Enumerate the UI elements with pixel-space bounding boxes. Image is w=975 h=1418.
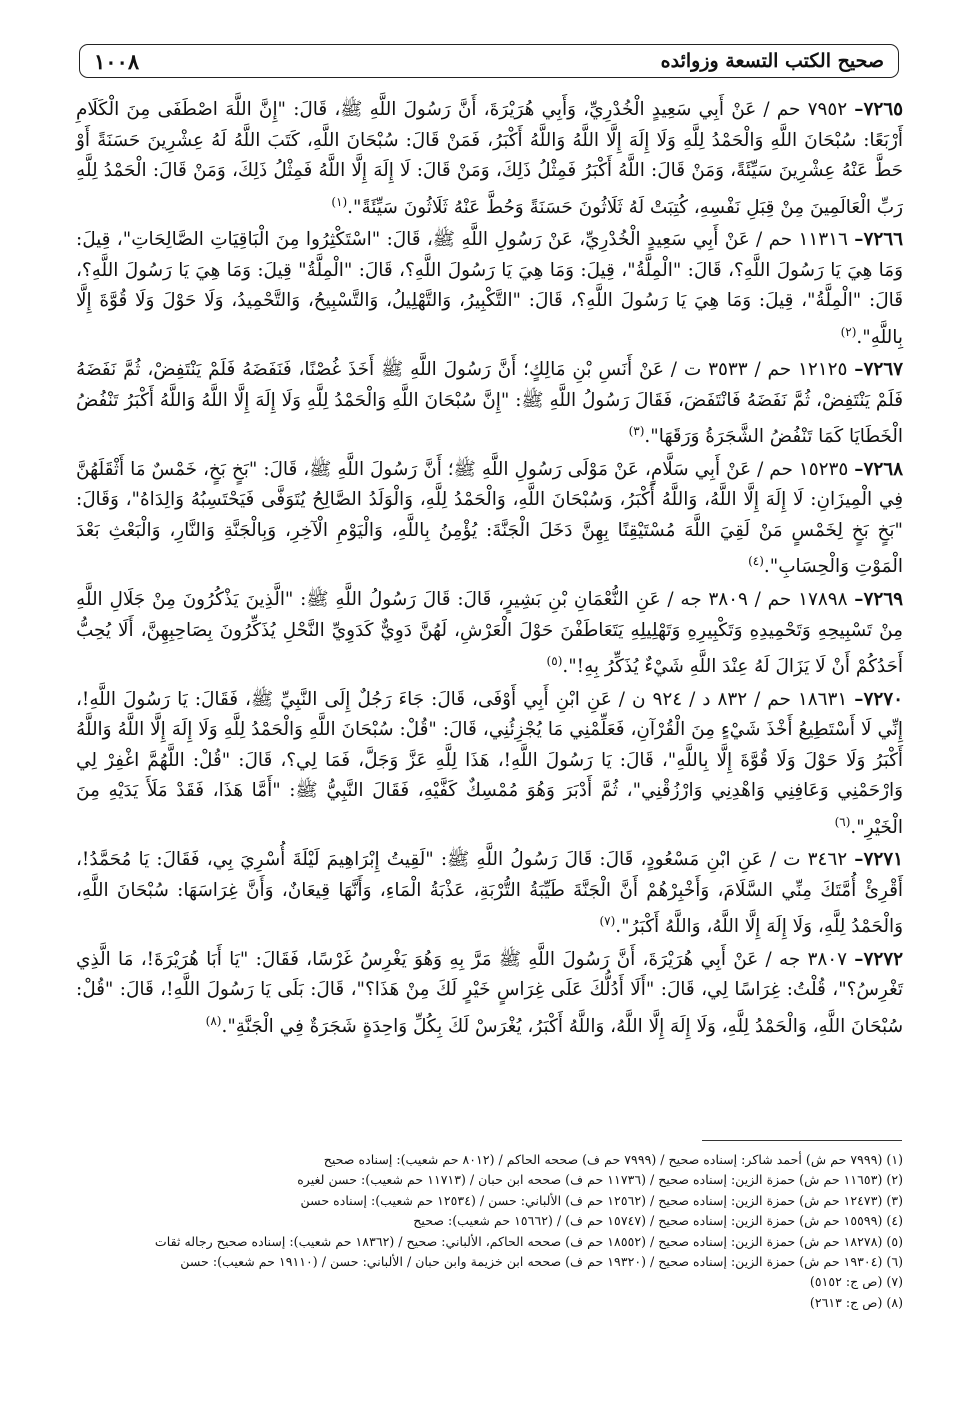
footnote-item: (٨) (ص ج: ٢٦١٣) — [809, 1294, 903, 1310]
hadith-text: ١٢١٢٥ حم / ٣٥٣٣ ت / عَنْ أَنَسِ بْنِ مَالِكٍ؛ أَنَّ رَسُولَ اللَّهِ ﷺ أَخَذَ غُصْنًا، فَنَفَضَهُ فَلَمْ يَنْتَفِضْ، ثُمَّ نَفَضَهُ فَلَمْ يَنْتَفِضْ، ثُمَّ نَفَضَهُ فَانْتَفَضَ، فَقَالَ رَسُولُ اللَّهِ ﷺ: "إِنَّ سُبْحَانَ اللَّهِ وَالْحَمْدُ لِلَّهِ وَلَا إِلَهَ إِلَّا اللَّهُ وَاللَّهُ أَكْبَرُ تَنْفُضُ الْخَطَايَا كَمَا تَنْفُضُ الشَّجَرَةُ وَرَقَهَا". — [76, 359, 903, 448]
hadith-text: ٧٩٥٢ حم / عَنْ أَبِي سَعِيدٍ الْخُدْرِيِّ، وَأَبِي هُرَيْرَةَ، أَنَّ رَسُولَ اللَّهِ ﷺ، قَالَ: "إِنَّ اللَّهَ اصْطَفَى مِنَ الْكَلَامِ أَرْبَعًا: سُبْحَانَ اللَّهِ وَالْحَمْدُ لِلَّهِ وَلَا إِلَهَ إِلَّا اللَّهُ وَاللَّهُ أَكْبَرُ، فَمَنْ قَالَ: سُبْحَانَ اللَّهِ، كَتَبَ اللَّهُ لَهُ عِشْرِينَ حَسَنَةً أَوْ حَطَّ عَنْهُ عِشْرِينَ سَيِّئَةً، وَمَنْ قَالَ: اللَّهُ أَكْبَرُ فَمِثْلُ ذَلِكَ، وَمَنْ قَالَ: لَا إِلَهَ إِلَّا اللَّهُ فَمِثْلُ ذَلِكَ، وَمَنْ قَالَ: الْحَمْدُ لِلَّهِ رَبِّ الْعَالَمِينَ مِنْ قِبَلِ نَفْسِهِ، كُتِبَتْ لَهُ ثَلَاثُونَ حَسَنَةً وَحُطَّ عَنْهُ ثَلَاثُونَ سَيِّئَةً". — [76, 99, 903, 218]
hadith-number: ٧٢٦٦– — [854, 229, 903, 251]
footnote-ref[interactable]: (٥) — [546, 654, 563, 668]
hadith-number: ٧٢٦٥– — [854, 99, 903, 120]
hadith-number: ٧٢٧٠– — [854, 688, 903, 710]
footnote-ref[interactable]: (٢) — [840, 324, 857, 339]
footnote-item: (٥) (١٨٢٧٨ حم ش) حمزة الزين: إسناده صحيح / (١٨٥٥٢ حم ف) صححه الحاكم، الألباني: صحيح / (١٨٣٦٢ حم شعيب): إسناده صحيح رجاله ثقات — [154, 1233, 903, 1249]
hadith-text: ١١٣١٦ حم / عَنْ أَبِي سَعِيدٍ الْخُدْرِيِّ، عَنْ رَسُولِ اللَّهِ ﷺ، قَالَ: "اسْتَكْثِرُوا مِنَ الْبَاقِيَاتِ الصَّالِحَاتِ"، قِيلَ: وَمَا هِيَ يَا رَسُولَ اللَّهِ؟، قَالَ: "الْمِلَّةُ"، قِيلَ: وَمَا هِيَ يَا رَسُولَ اللَّهِ؟، قَالَ: "الْمِلَّةُ" قِيلَ: وَمَا هِيَ يَا رَسُولَ اللَّهِ؟، قَالَ: "الْمِلَّةُ"، قِيلَ: وَمَا هِيَ يَا رَسُولَ اللَّهِ؟، قَالَ: "التَّكْبِيرُ، وَالتَّهْلِيلُ، وَالتَّسْبِيحُ، وَالتَّحْمِيدُ، وَلَا حَوْلَ وَلَا قُوَّةَ إِلَّا بِاللَّهِ". — [76, 229, 903, 348]
footnote-ref[interactable]: (١) — [331, 194, 348, 209]
page-number: ١٠٠٨ — [94, 48, 140, 74]
footnote-item: (٤) (١٥٥٩٩ حم ش) حمزة الزين: إسناده صحيح / (١٥٧٤٧ حم ف) / (١٥٦٦٢ حم شعيب): صحيح — [413, 1213, 903, 1229]
hadith-text: ٣٤٦٢ ت / عَنِ ابْنِ مَسْعُودٍ، قَالَ: قَالَ رَسُولُ اللَّهِ ﷺ: "لَقِيتُ إِبْرَاهِيمَ لَيْلَةَ أُسْرِيَ بِي، فَقَالَ: يَا مُحَمَّدُ!، أَقْرِئْ أُمَّتَكَ مِنِّي السَّلَامَ، وَأَخْبِرْهُمْ أَنَّ الْجَنَّةَ طَيِّبَةُ التُّرْبَةِ، عَذْبَةُ الْمَاءِ، وَأَنَّهَا قِيعَانٌ، وَأَنَّ غِرَاسَهَا: سُبْحَانَ اللَّهِ، وَالْحَمْدُ لِلَّهِ، وَلَا إِلَهَ إِلَّا اللَّهُ، وَاللَّهُ أَكْبَرُ". — [76, 849, 903, 938]
hadith-number: ٧٢٦٩– — [854, 589, 903, 610]
hadith-7270 — [76, 685, 903, 844]
hadith-number: ٧٢٦٧– — [854, 359, 903, 381]
hadith-number: ٧٢٦٨– — [854, 458, 903, 480]
hadith-7266 — [76, 225, 903, 353]
hadith-text: ١٥٢٣٥ حم / عَنْ أَبِي سَلَّامٍ، عَنْ مَوْلَى رَسُولِ اللَّهِ ﷺ؛ أَنَّ رَسُولَ اللَّهِ ﷺ، قَالَ: "بَخٍ بَخٍ، خَمْسٌ مَا أَثْقَلَهُنَّ فِي الْمِيزَانِ: لَا إِلَهَ إِلَّا اللَّهُ، وَاللَّهُ أَكْبَرُ، وَسُبْحَانَ اللَّهِ، وَالْحَمْدُ لِلَّهِ، وَالْوَلَدُ الصَّالِحُ يُتَوَفَّى فَيَحْتَسِبُهُ وَالِدَاهُ"، وَقَالَ: "بَخٍ بَخٍ لِخَمْسٍ مَنْ لَقِيَ اللَّهَ مُسْتَيْقِنًا بِهِنَّ دَخَلَ الْجَنَّةَ: يُؤْمِنُ بِاللَّهِ، وَالْيَوْمِ الْآخِرِ، وَبِالْجَنَّةِ وَالنَّارِ، وَالْبَعْثِ بَعْدَ الْمَوْتِ وَالْحِسَابِ". — [76, 458, 903, 578]
hadith-7268 — [76, 455, 903, 583]
footnote-item: (٢) (١١٦٥٣ حم ش) حمزة الزين: إسناده صحيح / (١١٧٣٦ حم ف) صححه ابن حبان / (١١٧١٣ حم شعيب): حسن لغيره — [297, 1172, 903, 1188]
footnote-ref[interactable]: (٦) — [834, 814, 851, 829]
hadith-7265 — [76, 95, 903, 223]
hadith-7272 — [76, 945, 903, 1043]
hadith-text: ١٨٦٣١ حم / ٨٣٢ د / ٩٢٤ ن / عَنِ ابْنِ أَبِي أَوْفَى، قَالَ: جَاءَ رَجُلٌ إِلَى النَّبِيِّ ﷺ، فَقَالَ: يَا رَسُولَ اللَّهِ!، إِنِّي لَا أَسْتَطِيعُ أَخْذَ شَيْءٍ مِنَ الْقُرْآنِ، فَعَلِّمْنِي مَا يُجْزِئُنِي، قَالَ: "قُلْ: سُبْحَانَ اللَّهِ وَالْحَمْدُ لِلَّهِ وَلَا إِلَهَ إِلَّا اللَّهُ وَاللَّهُ أَكْبَرُ وَلَا حَوْلَ وَلَا قُوَّةَ إِلَّا بِاللَّهِ"، قَالَ: يَا رَسُولَ اللَّهِ!، هَذَا لِلَّهِ عَزَّ وَجَلَّ، فَمَا لِي؟، قَالَ: "قُلْ: اللَّهُمَّ اغْفِرْ لِي وَارْحَمْنِي وَعَافِنِي وَاهْدِنِي وَارْزُقْنِي"، ثُمَّ أَدْبَرَ وَهُوَ مُمْسِكٌ كَفَّيْهِ، فَقَالَ النَّبِيُّ ﷺ: "أَمَّا هَذَا، فَقَدْ مَلَأَ يَدَيْهِ مِنَ الْخَيْرِ". — [76, 688, 903, 838]
hadith-7271 — [76, 845, 903, 943]
footnote-ref[interactable]: (٨) — [205, 1013, 222, 1028]
footnote-item: (١) (٧٩٩٩ حم ش) أحمد شاكر: إسناده صحيح / (٧٩٩٩ حم ف) صححه الحاكم / (٨٠١٢ حم شعيب): إسناده صحيح — [323, 1152, 903, 1167]
hadith-number: ٧٢٧١– — [854, 849, 903, 871]
hadith-number: ٧٢٧٢– — [854, 948, 903, 970]
footnote-item: (٦) (١٩٣٠٤ حم ش) حمزة الزين: إسناده صحيح / (١٩٣٢٠ حم ف) صححه ابن خزيمة وابن حبان / الألباني: حسن / (١٩١١٠ حم شعيب): حسن — [180, 1254, 903, 1270]
hadith-text: ١٧٨٩٨ حم / ٣٨٠٩ جه / عَنِ النُّعْمَانِ بْنِ بَشِيرٍ، قَالَ: قَالَ رَسُولُ اللَّهِ ﷺ: "الَّذِينَ يَذْكُرُونَ مِنْ جَلَالِ اللَّهِ مِنْ تَسْبِيحِهِ وَتَحْمِيدِهِ وَتَكْبِيرِهِ وَتَهْلِيلِهِ يَتَعَاطَفْنَ حَوْلَ الْعَرْشِ، لَهُنَّ دَوِيٌّ كَدَوِيِّ النَّحْلِ يُذَكِّرُونَ بِصَاحِبِهِنَّ، أَلَا يُحِبُّ أَحَدُكُمْ أَنْ لَا يَزَالَ لَهُ عِنْدَ اللَّهِ شَيْءٌ يُذَكِّرُ بِهِ!". — [76, 589, 903, 678]
hadith-7269 — [76, 585, 903, 683]
footnote-item: (٣) (١٢٤٧٣ حم ش) حمزة الزين: إسناده صحيح / (١٢٥٦٢ حم ف) الألباني: حسن / (١٢٥٣٤ حم شعيب): إسناده حسن — [300, 1192, 903, 1208]
footnote-divider — [702, 1140, 902, 1141]
footnote-ref[interactable]: (٣) — [628, 424, 645, 439]
footnote-item: (٧) (ص ج: ٥١٥٢) — [809, 1274, 903, 1290]
hadith-list — [76, 95, 903, 1045]
footnote-ref[interactable]: (٤) — [748, 554, 764, 569]
hadith-7267 — [76, 355, 903, 453]
footnote-ref[interactable]: (٧) — [599, 914, 616, 929]
footnotes — [76, 1150, 903, 1313]
page-header — [79, 44, 899, 78]
book-title: صحيح الكتب التسعة وزوائده — [660, 50, 884, 72]
hadith-text: ٣٨٠٧ جه / عَنْ أَبِي هُرَيْرَةَ، أَنَّ رَسُولَ اللَّهِ ﷺ مَرَّ بِهِ وَهُوَ يَغْرِسُ غَرْسًا، فَقَالَ: "يَا أَبَا هُرَيْرَةَ!، مَا الَّذِي تَغْرِسُ؟"، قُلْتُ: غِرَاسًا لِي، قَالَ: "أَلَا أَدُلُّكَ عَلَى غِرَاسٍ خَيْرٍ لَكَ مِنْ هَذَا؟"، قَالَ: بَلَى يَا رَسُولَ اللَّهِ!، قَالَ: "قُلْ: سُبْحَانَ اللَّهِ، وَالْحَمْدُ لِلَّهِ، وَلَا إِلَهَ إِلَّا اللَّهُ، وَاللَّهُ أَكْبَرُ، يُغْرَسْ لَكَ بِكُلِّ وَاحِدَةٍ شَجَرَةٌ فِي الْجَنَّةِ". — [76, 948, 903, 1037]
